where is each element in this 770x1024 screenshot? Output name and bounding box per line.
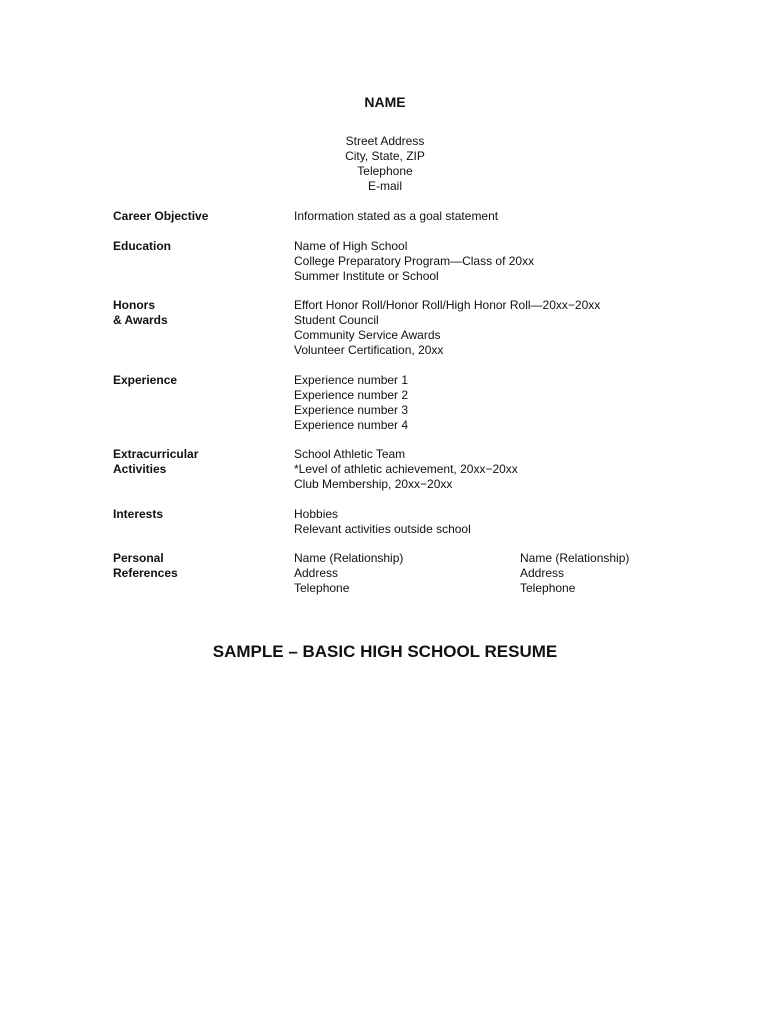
section-line: Experience number 1 [294,373,409,387]
contact-email: E-mail [367,179,402,193]
contact-street-address: Street Address [345,134,425,148]
section-label-line: & Awards [113,313,168,327]
section-label [113,507,293,522]
reference-name: Name (Relationship) [520,551,630,565]
section-line: Information stated as a goal statement [294,209,499,223]
section-label-line: References [113,566,178,580]
contact-telephone: Telephone [357,164,413,178]
section-label [113,551,293,581]
section-label-line: Career Objective [113,209,209,223]
section-line: Hobbies [294,507,339,521]
section-line: Club Membership, 20xx−20xx [294,477,453,491]
section-line: Volunteer Certification, 20xx [294,343,444,357]
reference-telephone: Telephone [520,581,576,595]
reference-address: Address [294,566,339,580]
section-label-line: Interests [113,507,164,521]
section-line: College Preparatory Program—Class of 20xx [294,254,535,268]
section-label [113,209,293,224]
section-label-line: Education [113,239,172,253]
section-label-line: Experience [113,373,178,387]
sample-resume-title: SAMPLE – BASIC HIGH SCHOOL RESUME [212,642,558,661]
section-line: Community Service Awards [294,328,441,342]
reference-telephone: Telephone [294,581,350,595]
section-line: Relevant activities outside school [294,522,471,536]
section-label-line: Honors [113,298,155,312]
reference-entry-1 [294,551,494,596]
section-label-line: Activities [113,462,167,476]
section-line: Experience number 2 [294,388,409,402]
reference-address: Address [520,566,565,580]
section-label [113,373,293,388]
contact-city-state-zip: City, State, ZIP [345,149,425,163]
reference-name: Name (Relationship) [294,551,404,565]
section-line: School Athletic Team [294,447,406,461]
contact-block [0,134,770,194]
section-label [113,239,293,254]
section-line: Experience number 4 [294,418,409,432]
section-line: Name of High School [294,239,408,253]
section-line: Summer Institute or School [294,269,439,283]
section-label [113,298,293,328]
section-content [294,298,694,358]
reference-entry-2 [520,551,720,596]
section-content [294,447,694,492]
section-label [113,447,293,477]
section-line: *Level of athletic achievement, 20xx−20xx [294,462,518,476]
section-line: Student Council [294,313,379,327]
section-content [294,373,694,433]
section-content [294,209,694,224]
section-line: Effort Honor Roll/Honor Roll/High Honor Roll—20xx−20xx [294,298,601,312]
section-content [294,239,694,284]
section-line: Experience number 3 [294,403,409,417]
section-label-line: Personal [113,551,164,565]
section-label-line: Extracurricular [113,447,199,461]
resume-name-heading: NAME [364,94,406,110]
section-content [294,507,694,537]
